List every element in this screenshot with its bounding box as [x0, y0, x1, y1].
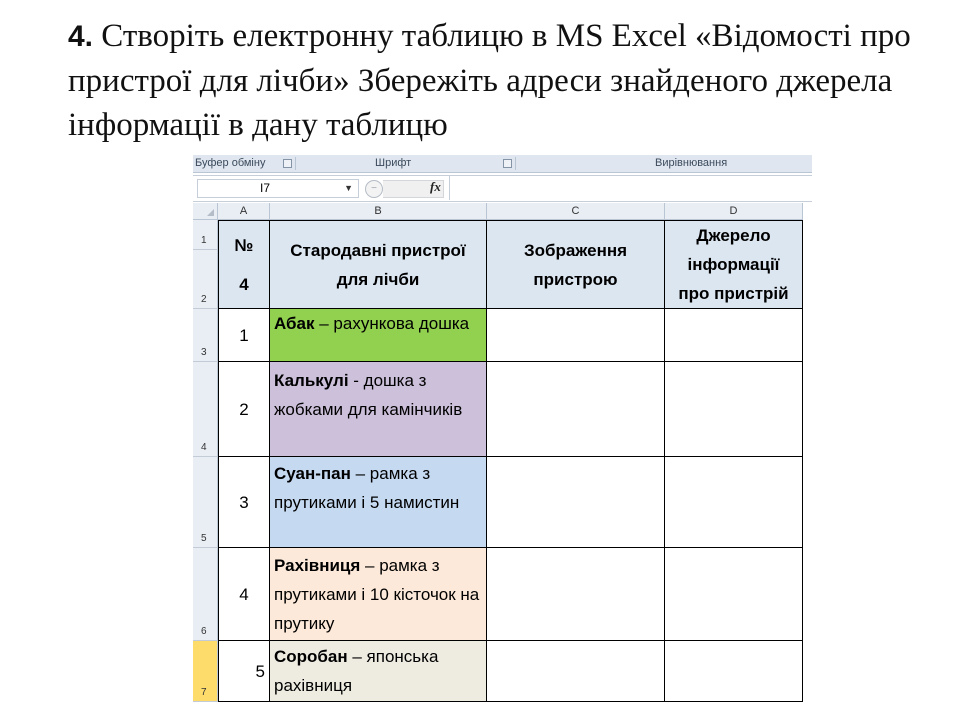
header-number-value: 4 [239, 274, 249, 294]
formula-divider [449, 176, 450, 200]
header-devices-line1: Стародавні пристрої [290, 240, 466, 260]
formula-circle-icon: − [365, 180, 383, 198]
header-number-label: № [234, 235, 254, 255]
row-header-5[interactable]: 5 [193, 457, 218, 548]
task-heading [68, 14, 948, 147]
ribbon-group-alignment[interactable]: Вирівнювання [655, 157, 728, 169]
cell-d7[interactable] [665, 641, 803, 702]
heading-line-3: інформації в дану таблицю [68, 107, 448, 143]
ribbon-group-clipboard[interactable]: Буфер обміну [195, 157, 266, 169]
device-name: Соробан [274, 647, 348, 666]
row-header-7[interactable]: 7 [193, 641, 218, 702]
header-image-line2: пристрою [533, 269, 618, 289]
header-cell-image[interactable] [487, 220, 665, 309]
row-header-3[interactable]: 3 [193, 309, 218, 362]
ribbon-group-bar [193, 155, 812, 173]
column-header-c[interactable]: C [487, 203, 665, 220]
header-source-line1: Джерело [696, 226, 771, 245]
heading-line-1 [68, 14, 948, 59]
device-name: Калькулі [274, 371, 349, 390]
device-name: Рахівниця [274, 556, 361, 575]
header-source-line3: про пристрій [678, 284, 789, 303]
header-cell-number[interactable] [218, 220, 270, 309]
device-description: – рамка з прутиками і 5 намистин [274, 464, 460, 512]
cell-a6[interactable]: 4 [218, 548, 270, 641]
clipboard-launcher-icon[interactable] [283, 159, 292, 168]
cell-c7[interactable] [487, 641, 665, 702]
header-cell-source[interactable] [665, 220, 803, 309]
task-number: 4. [68, 20, 94, 53]
device-name: Абак [274, 314, 315, 333]
device-description: – японська рахівниця [274, 647, 439, 695]
header-source-line2: інформації [687, 255, 780, 274]
column-header-b[interactable]: B [270, 203, 487, 220]
cell-b3[interactable] [270, 309, 487, 362]
cell-c4[interactable] [487, 362, 665, 457]
row-header-1[interactable]: 1 [193, 220, 218, 250]
ribbon-separator [515, 157, 516, 170]
cell-d6[interactable] [665, 548, 803, 641]
cell-a5[interactable]: 3 [218, 457, 270, 548]
formula-bar [193, 175, 812, 202]
device-name: Суан-пан [274, 464, 351, 483]
header-devices-line2: для лічби [336, 269, 420, 289]
name-box-dropdown-icon[interactable]: ▼ [344, 183, 353, 193]
cell-a3[interactable]: 1 [218, 309, 270, 362]
column-header-a[interactable]: A [218, 203, 270, 220]
row-header-4[interactable]: 4 [193, 362, 218, 457]
row-header-2[interactable]: 2 [193, 250, 218, 309]
font-launcher-icon[interactable] [503, 159, 512, 168]
cell-d4[interactable] [665, 362, 803, 457]
cell-d3[interactable] [665, 309, 803, 362]
select-all-corner[interactable] [193, 203, 218, 220]
device-description: – рамка з прутиками і 10 кісточок на прутику [274, 556, 480, 633]
excel-screenshot [193, 155, 812, 705]
cell-c6[interactable] [487, 548, 665, 641]
header-image-line1: Зображення [523, 240, 628, 260]
heading-line-2: пристрої для лічби» Збережіть адреси знайденого джерела [68, 63, 893, 99]
select-all-triangle-icon [207, 209, 214, 216]
ribbon-separator [295, 157, 296, 170]
cell-c5[interactable] [487, 457, 665, 548]
header-cell-devices[interactable] [270, 220, 487, 309]
insert-function-icon[interactable]: fx [430, 179, 441, 194]
cell-b5[interactable] [270, 457, 487, 548]
cell-b6[interactable] [270, 548, 487, 641]
device-description: - дошка з жобками для камінчиків [274, 371, 463, 419]
cell-c3[interactable] [487, 309, 665, 362]
cell-d5[interactable] [665, 457, 803, 548]
ribbon-group-font[interactable]: Шрифт [375, 157, 412, 169]
cell-b4[interactable] [270, 362, 487, 457]
column-header-d[interactable]: D [665, 203, 803, 220]
row-header-6[interactable]: 6 [193, 548, 218, 641]
name-box[interactable] [197, 179, 359, 198]
cell-a4[interactable]: 2 [218, 362, 270, 457]
device-description: – рахункова дошка [314, 314, 470, 333]
name-box-value: I7 [260, 181, 271, 195]
cell-b7[interactable] [270, 641, 487, 702]
cell-a7[interactable]: 5 [218, 641, 270, 702]
heading-text-1: Створіть електронну таблицю в MS Excel «Відомості про [93, 18, 911, 54]
